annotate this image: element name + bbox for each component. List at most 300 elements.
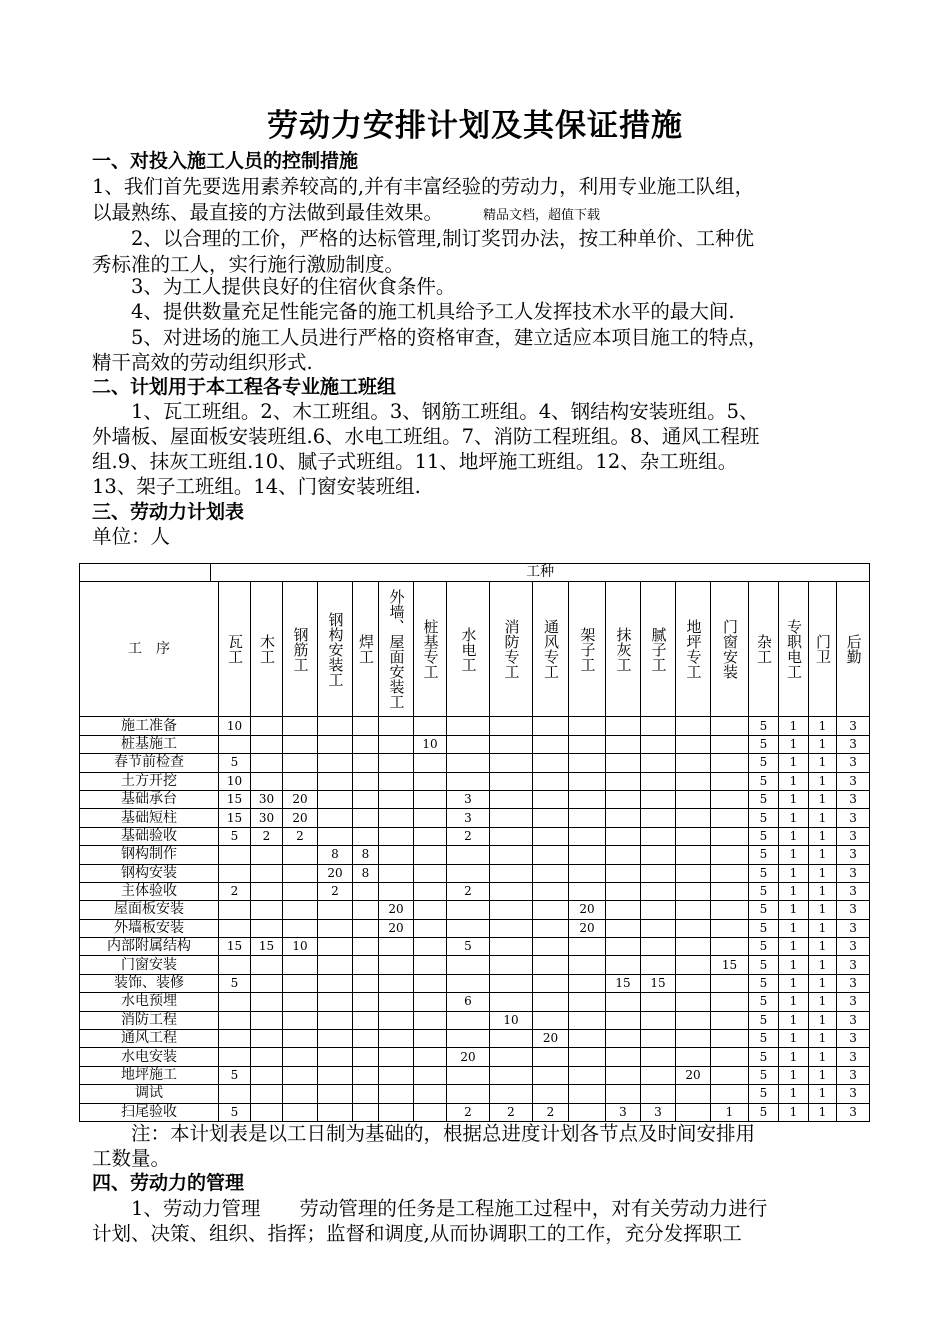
- value-cell: 3: [837, 974, 870, 992]
- value-cell: 3: [837, 882, 870, 900]
- value-cell: [353, 974, 379, 992]
- value-cell: [414, 772, 447, 790]
- value-cell: [318, 1030, 353, 1048]
- table-row: [80, 809, 870, 827]
- process-cell: 钢构安装: [80, 864, 219, 882]
- section4-heading: 四、劳动力的管理: [92, 1172, 245, 1194]
- value-cell: 1: [779, 919, 809, 937]
- document-title: 劳动力安排计划及其保证措施: [267, 108, 683, 144]
- section1-heading: 一、对投入施工人员的控制措施: [92, 150, 359, 172]
- value-cell: [251, 993, 283, 1011]
- table-row: [80, 1048, 870, 1066]
- value-cell: [379, 993, 414, 1011]
- paragraph-line: 4、提供数量充足性能完备的施工机具给予工人发挥技术水平的最大间.: [92, 300, 735, 323]
- value-cell: 5: [219, 1103, 251, 1121]
- value-cell: 5: [749, 772, 779, 790]
- value-cell: [606, 790, 641, 808]
- value-cell: [379, 827, 414, 845]
- value-cell: [447, 864, 490, 882]
- value-cell: [676, 864, 711, 882]
- process-cell: 桩基施工: [80, 735, 219, 753]
- value-cell: [447, 735, 490, 753]
- value-cell: [447, 919, 490, 937]
- value-cell: [641, 1085, 676, 1103]
- trade-header: 杂工: [749, 582, 779, 717]
- value-cell: [676, 956, 711, 974]
- value-cell: [711, 846, 749, 864]
- value-cell: 2: [219, 882, 251, 900]
- process-cell: 土方开挖: [80, 772, 219, 790]
- value-cell: [318, 1085, 353, 1103]
- value-cell: [379, 790, 414, 808]
- process-cell: 屋面板安装: [80, 901, 219, 919]
- value-cell: 15: [251, 938, 283, 956]
- value-cell: [219, 846, 251, 864]
- value-cell: [490, 772, 533, 790]
- value-cell: [533, 1011, 569, 1029]
- value-cell: [353, 993, 379, 1011]
- value-cell: [414, 1085, 447, 1103]
- value-cell: [353, 1066, 379, 1084]
- value-cell: [414, 919, 447, 937]
- value-cell: [490, 735, 533, 753]
- value-cell: [353, 790, 379, 808]
- value-cell: [414, 846, 447, 864]
- table-row: [80, 938, 870, 956]
- value-cell: [318, 956, 353, 974]
- value-cell: [606, 956, 641, 974]
- value-cell: [353, 735, 379, 753]
- trade-header: 钢筋工: [283, 582, 318, 717]
- value-cell: 1: [779, 754, 809, 772]
- value-cell: [711, 1011, 749, 1029]
- value-cell: [490, 717, 533, 735]
- value-cell: 5: [219, 974, 251, 992]
- value-cell: 1: [809, 735, 837, 753]
- value-cell: [251, 882, 283, 900]
- value-cell: [641, 956, 676, 974]
- value-cell: 1: [809, 1066, 837, 1084]
- value-cell: 1: [779, 809, 809, 827]
- value-cell: [353, 1103, 379, 1121]
- value-cell: [318, 735, 353, 753]
- value-cell: [569, 809, 606, 827]
- value-cell: [379, 846, 414, 864]
- value-cell: [353, 1030, 379, 1048]
- value-cell: [251, 735, 283, 753]
- value-cell: [414, 1011, 447, 1029]
- trade-header: 焊工: [353, 582, 379, 717]
- value-cell: [606, 864, 641, 882]
- table-row: [80, 901, 870, 919]
- value-cell: 15: [219, 790, 251, 808]
- value-cell: [606, 1066, 641, 1084]
- value-cell: 1: [809, 974, 837, 992]
- paragraph-line: 计划、决策、组织、指挥；监督和调度,从而协调职工的工作，充分发挥职工: [92, 1222, 742, 1245]
- trade-header: 地坪专工: [676, 582, 711, 717]
- value-cell: 15: [219, 938, 251, 956]
- value-cell: [447, 1030, 490, 1048]
- value-cell: 3: [641, 1103, 676, 1121]
- value-cell: 1: [779, 864, 809, 882]
- value-cell: [283, 1011, 318, 1029]
- value-cell: 8: [318, 846, 353, 864]
- value-cell: [414, 1048, 447, 1066]
- value-cell: 5: [749, 827, 779, 845]
- value-cell: 5: [749, 956, 779, 974]
- value-cell: [283, 754, 318, 772]
- value-cell: [641, 882, 676, 900]
- value-cell: [676, 846, 711, 864]
- table-row: [80, 846, 870, 864]
- value-cell: 1: [779, 956, 809, 974]
- value-cell: [641, 772, 676, 790]
- value-cell: [251, 846, 283, 864]
- value-cell: [641, 993, 676, 1011]
- value-cell: 1: [779, 717, 809, 735]
- value-cell: [711, 1030, 749, 1048]
- value-cell: 5: [749, 1011, 779, 1029]
- value-cell: [251, 1011, 283, 1029]
- value-cell: [569, 956, 606, 974]
- value-cell: 10: [219, 717, 251, 735]
- value-cell: [533, 735, 569, 753]
- paragraph-line: 以最熟练、最直接的方法做到最佳效果。 精品文档，超值下载: [92, 201, 601, 224]
- value-cell: [490, 956, 533, 974]
- value-cell: [711, 901, 749, 919]
- value-cell: [606, 1011, 641, 1029]
- value-cell: [641, 717, 676, 735]
- value-cell: [219, 956, 251, 974]
- value-cell: [711, 1048, 749, 1066]
- value-cell: [711, 754, 749, 772]
- value-cell: [490, 1030, 533, 1048]
- value-cell: [711, 919, 749, 937]
- value-cell: [641, 754, 676, 772]
- value-cell: 5: [749, 919, 779, 937]
- process-cell: 水电预埋: [80, 993, 219, 1011]
- value-cell: [414, 790, 447, 808]
- value-cell: [414, 901, 447, 919]
- value-cell: [414, 1030, 447, 1048]
- value-cell: [533, 938, 569, 956]
- value-cell: [414, 1066, 447, 1084]
- value-cell: [353, 1011, 379, 1029]
- value-cell: 1: [779, 1066, 809, 1084]
- value-cell: [379, 1066, 414, 1084]
- value-cell: [251, 717, 283, 735]
- value-cell: [711, 1085, 749, 1103]
- value-cell: [711, 735, 749, 753]
- table-row: [80, 882, 870, 900]
- value-cell: 1: [779, 1030, 809, 1048]
- value-cell: 3: [837, 735, 870, 753]
- value-cell: [251, 1048, 283, 1066]
- trade-header: 通风专工: [533, 582, 569, 717]
- table-row: [80, 956, 870, 974]
- value-cell: 10: [490, 1011, 533, 1029]
- value-cell: 1: [779, 772, 809, 790]
- value-cell: [318, 790, 353, 808]
- value-cell: [490, 882, 533, 900]
- value-cell: 2: [447, 827, 490, 845]
- value-cell: [676, 901, 711, 919]
- value-cell: [569, 1085, 606, 1103]
- value-cell: [318, 1011, 353, 1029]
- value-cell: [641, 735, 676, 753]
- value-cell: [353, 1048, 379, 1066]
- value-cell: [283, 882, 318, 900]
- process-header: 工 序: [80, 582, 219, 717]
- value-cell: 3: [837, 901, 870, 919]
- value-cell: [353, 809, 379, 827]
- value-cell: [711, 864, 749, 882]
- value-cell: [676, 919, 711, 937]
- value-cell: 10: [219, 772, 251, 790]
- process-cell: 基础承台: [80, 790, 219, 808]
- value-cell: [676, 772, 711, 790]
- value-cell: [353, 956, 379, 974]
- value-cell: 3: [837, 938, 870, 956]
- value-cell: 20: [318, 864, 353, 882]
- value-cell: 5: [749, 864, 779, 882]
- value-cell: 5: [749, 846, 779, 864]
- table-row: [80, 1103, 870, 1121]
- value-cell: [676, 790, 711, 808]
- value-cell: 1: [809, 1085, 837, 1103]
- value-cell: [711, 772, 749, 790]
- value-cell: [641, 938, 676, 956]
- value-cell: [711, 993, 749, 1011]
- trade-header: 专职电工: [779, 582, 809, 717]
- value-cell: [533, 1048, 569, 1066]
- value-cell: 30: [251, 809, 283, 827]
- value-cell: 8: [353, 864, 379, 882]
- value-cell: [569, 864, 606, 882]
- value-cell: [379, 1030, 414, 1048]
- value-cell: [533, 882, 569, 900]
- value-cell: 3: [837, 864, 870, 882]
- value-cell: [676, 1030, 711, 1048]
- value-cell: [641, 901, 676, 919]
- trade-header: 后勤: [837, 582, 870, 717]
- value-cell: [414, 882, 447, 900]
- value-cell: 1: [809, 1048, 837, 1066]
- value-cell: 5: [749, 809, 779, 827]
- value-cell: [641, 809, 676, 827]
- value-cell: 3: [447, 790, 490, 808]
- value-cell: 1: [779, 846, 809, 864]
- value-cell: [283, 864, 318, 882]
- value-cell: [283, 846, 318, 864]
- value-cell: 1: [809, 846, 837, 864]
- trade-header: 外墙、屋面安装工: [379, 582, 414, 717]
- value-cell: 3: [837, 956, 870, 974]
- value-cell: [490, 809, 533, 827]
- trade-header: 架子工: [569, 582, 606, 717]
- value-cell: 3: [837, 1030, 870, 1048]
- value-cell: [490, 827, 533, 845]
- value-cell: [379, 938, 414, 956]
- value-cell: 5: [749, 882, 779, 900]
- value-cell: 20: [569, 919, 606, 937]
- value-cell: 20: [379, 919, 414, 937]
- value-cell: 20: [283, 809, 318, 827]
- value-cell: [318, 717, 353, 735]
- value-cell: [711, 809, 749, 827]
- value-cell: 30: [251, 790, 283, 808]
- value-cell: [569, 938, 606, 956]
- value-cell: [490, 938, 533, 956]
- process-cell: 内部附属结构: [80, 938, 219, 956]
- value-cell: [533, 1085, 569, 1103]
- value-cell: [606, 754, 641, 772]
- value-cell: [676, 1085, 711, 1103]
- value-cell: [318, 827, 353, 845]
- value-cell: [379, 882, 414, 900]
- value-cell: 1: [779, 993, 809, 1011]
- value-cell: 3: [837, 1048, 870, 1066]
- value-cell: [219, 1085, 251, 1103]
- value-cell: [379, 1011, 414, 1029]
- value-cell: [569, 882, 606, 900]
- value-cell: [251, 772, 283, 790]
- value-cell: [318, 772, 353, 790]
- value-cell: [569, 1030, 606, 1048]
- value-cell: [353, 919, 379, 937]
- value-cell: 5: [749, 790, 779, 808]
- value-cell: [533, 809, 569, 827]
- value-cell: 1: [809, 1030, 837, 1048]
- value-cell: 10: [283, 938, 318, 956]
- value-cell: [606, 919, 641, 937]
- value-cell: [641, 1066, 676, 1084]
- value-cell: [414, 754, 447, 772]
- value-cell: [447, 956, 490, 974]
- table-row: [80, 1030, 870, 1048]
- value-cell: 1: [779, 1011, 809, 1029]
- watermark-text: 精品文档，超值下载: [483, 208, 601, 223]
- value-cell: [251, 901, 283, 919]
- value-cell: [251, 864, 283, 882]
- value-cell: [533, 772, 569, 790]
- process-cell: 春节前检查: [80, 754, 219, 772]
- value-cell: 1: [809, 790, 837, 808]
- value-cell: 6: [447, 993, 490, 1011]
- value-cell: [533, 1066, 569, 1084]
- process-cell: 基础短柱: [80, 809, 219, 827]
- value-cell: 20: [676, 1066, 711, 1084]
- process-cell: 施工准备: [80, 717, 219, 735]
- value-cell: 3: [837, 717, 870, 735]
- value-cell: 3: [837, 1066, 870, 1084]
- value-cell: [711, 882, 749, 900]
- value-cell: [711, 827, 749, 845]
- paragraph-line: 1、劳动力管理 劳动管理的任务是工程施工过程中，对有关劳动力进行: [92, 1197, 768, 1220]
- value-cell: [676, 1048, 711, 1066]
- value-cell: 1: [779, 1048, 809, 1066]
- section2-heading: 二、计划用于本工程各专业施工班组: [92, 376, 397, 398]
- value-cell: 1: [809, 956, 837, 974]
- value-cell: [219, 864, 251, 882]
- value-cell: [606, 938, 641, 956]
- unit-label: 单位：人: [92, 525, 171, 548]
- process-cell: 消防工程: [80, 1011, 219, 1029]
- table-corner-cell: [80, 564, 211, 582]
- paragraph-line: 1、我们首先要选用素养较高的,并有丰富经验的劳动力，利用专业施工队组，: [92, 175, 755, 198]
- value-cell: 3: [837, 809, 870, 827]
- value-cell: 1: [809, 993, 837, 1011]
- value-cell: [379, 735, 414, 753]
- value-cell: 2: [533, 1103, 569, 1121]
- value-cell: [447, 974, 490, 992]
- value-cell: [569, 993, 606, 1011]
- value-cell: 1: [779, 1085, 809, 1103]
- value-cell: [379, 717, 414, 735]
- value-cell: 1: [779, 974, 809, 992]
- value-cell: [641, 790, 676, 808]
- value-cell: 3: [837, 1011, 870, 1029]
- process-cell: 钢构制作: [80, 846, 219, 864]
- value-cell: 1: [809, 864, 837, 882]
- value-cell: [606, 846, 641, 864]
- value-cell: [641, 919, 676, 937]
- value-cell: 5: [749, 1030, 779, 1048]
- table-row: [80, 974, 870, 992]
- value-cell: [379, 772, 414, 790]
- value-cell: [251, 1103, 283, 1121]
- value-cell: [318, 993, 353, 1011]
- value-cell: [606, 1030, 641, 1048]
- value-cell: [414, 974, 447, 992]
- value-cell: [606, 1048, 641, 1066]
- value-cell: 15: [711, 956, 749, 974]
- trade-header: 抹灰工: [606, 582, 641, 717]
- value-cell: 5: [749, 1048, 779, 1066]
- value-cell: [219, 919, 251, 937]
- value-cell: [318, 974, 353, 992]
- value-cell: [606, 1085, 641, 1103]
- value-cell: 3: [606, 1103, 641, 1121]
- value-cell: 1: [809, 1103, 837, 1121]
- value-cell: [641, 846, 676, 864]
- value-cell: 5: [749, 754, 779, 772]
- value-cell: [676, 993, 711, 1011]
- value-cell: [318, 1048, 353, 1066]
- value-cell: [379, 864, 414, 882]
- value-cell: [676, 809, 711, 827]
- value-cell: 2: [447, 882, 490, 900]
- value-cell: 1: [809, 919, 837, 937]
- value-cell: [533, 790, 569, 808]
- value-cell: 3: [837, 846, 870, 864]
- paragraph-line: 3、为工人提供良好的住宿伙食条件。: [92, 275, 456, 298]
- table-row: [80, 864, 870, 882]
- value-cell: [379, 1103, 414, 1121]
- value-cell: [219, 1030, 251, 1048]
- value-cell: [379, 956, 414, 974]
- value-cell: 5: [219, 1066, 251, 1084]
- value-cell: [569, 717, 606, 735]
- value-cell: [676, 974, 711, 992]
- value-cell: 2: [490, 1103, 533, 1121]
- value-cell: 3: [837, 1103, 870, 1121]
- value-cell: [353, 827, 379, 845]
- value-cell: [219, 735, 251, 753]
- value-cell: [219, 993, 251, 1011]
- value-cell: 3: [837, 827, 870, 845]
- process-cell: 装饰、装修: [80, 974, 219, 992]
